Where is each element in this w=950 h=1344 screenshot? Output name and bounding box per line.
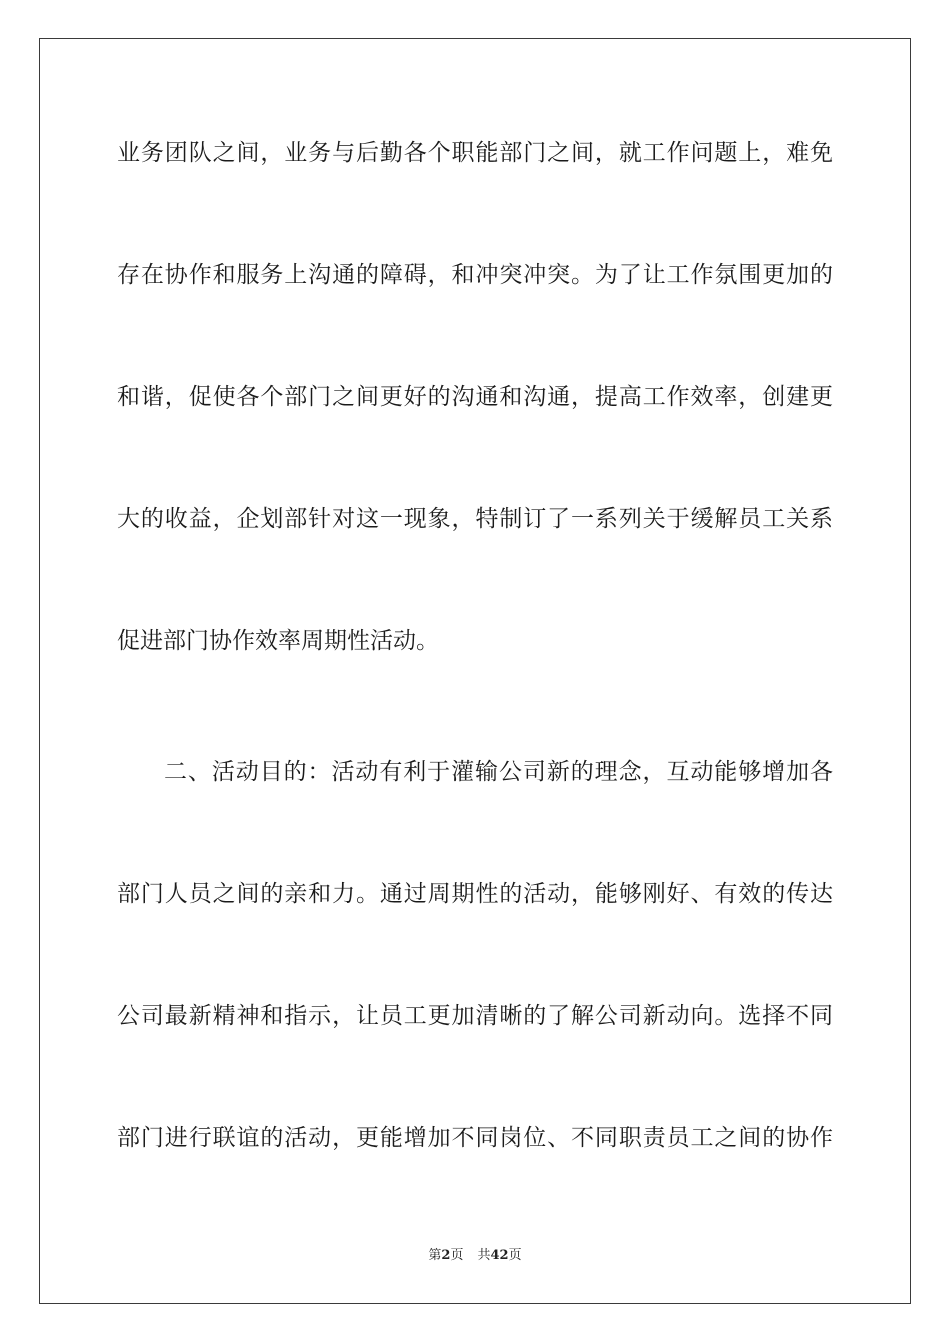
body-line-4: 大的收益，企划部针对这一现象，特制订了一系列关于缓解员工关系: [117, 506, 833, 532]
footer-page-suffix: 页: [450, 1248, 464, 1263]
body-line-6: 二、活动目的：活动有利于灌输公司新的理念，互动能够增加各: [164, 759, 833, 785]
footer-total-suffix: 页: [508, 1248, 522, 1263]
footer-page-prefix: 第: [428, 1248, 442, 1263]
body-line-2: 存在协作和服务上沟通的障碍，和冲突冲突。为了让工作氛围更加的: [117, 262, 833, 288]
body-line-9: 部门进行联谊的活动，更能增加不同岗位、不同职责员工之间的协作: [117, 1125, 833, 1151]
body-line-5: 促进部门协作效率周期性活动。: [117, 628, 439, 654]
body-line-1: 业务团队之间，业务与后勤各个职能部门之间，就工作问题上，难免: [117, 140, 833, 166]
page-footer: [0, 1248, 950, 1264]
footer-total-pages: 42: [490, 1248, 509, 1263]
page-border: [39, 38, 911, 1304]
footer-total-prefix: 共: [477, 1248, 491, 1263]
body-line-3: 和谐，促使各个部门之间更好的沟通和沟通，提高工作效率，创建更: [117, 384, 833, 410]
body-line-8: 公司最新精神和指示，让员工更加清晰的了解公司新动向。选择不同: [117, 1003, 833, 1029]
body-line-7: 部门人员之间的亲和力。通过周期性的活动，能够刚好、有效的传达: [117, 881, 833, 907]
footer-page-number: 2: [441, 1248, 451, 1263]
